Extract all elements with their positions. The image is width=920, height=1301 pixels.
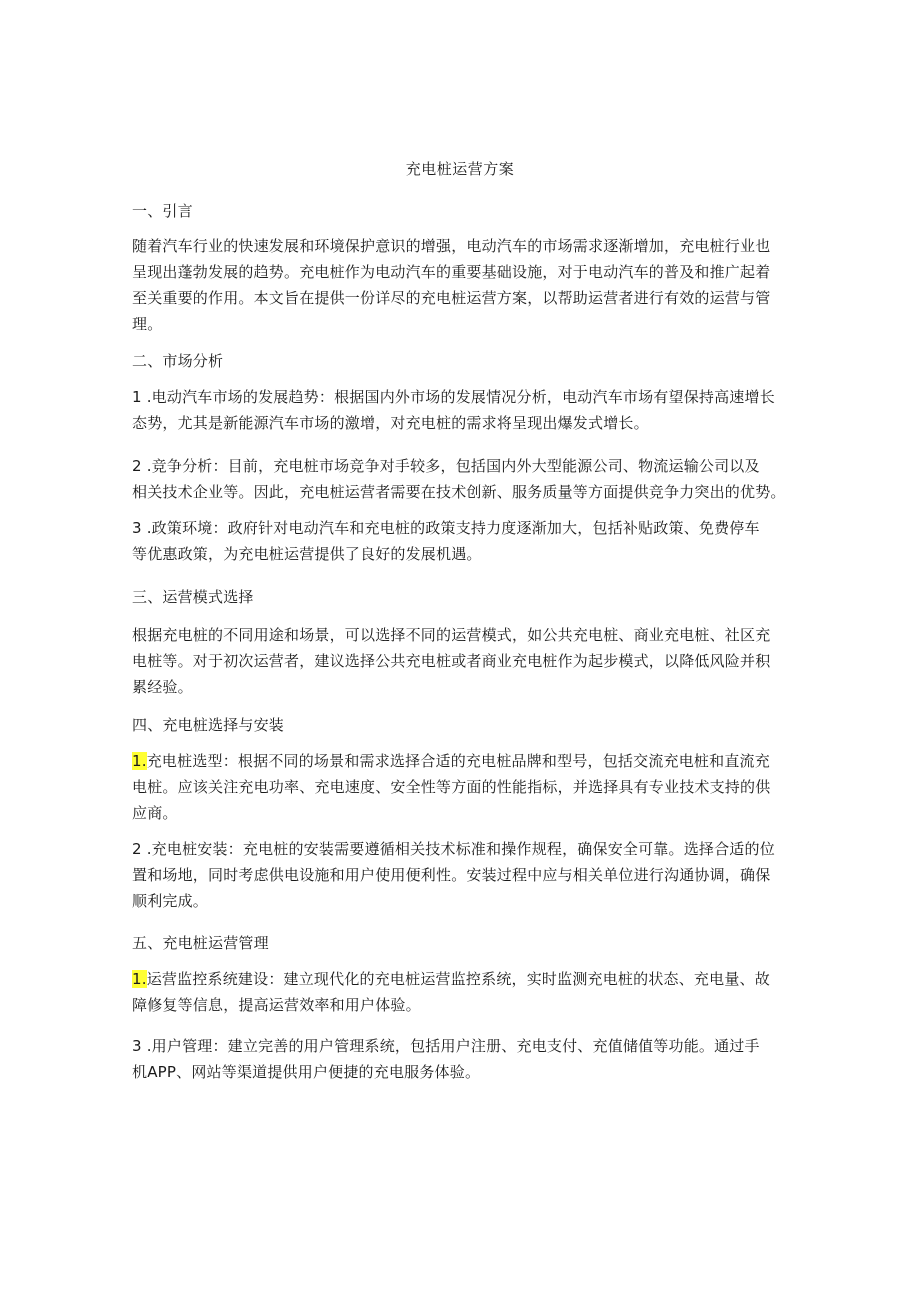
paragraph-line: 态势，尤其是新能源汽车市场的激增，对充电桩的需求将呈现出爆发式增长。: [132, 414, 649, 432]
paragraph-line: 根据充电桩的不同用途和场景，可以选择不同的运营模式，如公共充电桩、商业充电桩、社区充: [132, 626, 771, 644]
paragraph-line: 障修复等信息，提高运营效率和用户体验。: [132, 996, 421, 1014]
section-heading-introduction: 一、引言: [132, 202, 193, 220]
paragraph-line: .用户管理：建立完善的用户管理系统，包括用户注册、充电支付、充值储值等功能。通过手: [141, 1037, 760, 1055]
list-number: 3: [132, 1037, 142, 1055]
list-item-model-selection: [132, 748, 792, 826]
paragraph-line: .政策环境：政府针对电动汽车和充电桩的政策支持力度逐渐加大，包括补贴政策、免费停车: [141, 519, 760, 537]
paragraph-line: 机APP、网站等渠道提供用户便捷的充电服务体验。: [132, 1063, 481, 1081]
paragraph-line: 应商。: [132, 804, 178, 822]
paragraph-line: 电桩等。对于初次运营者，建议选择公共充电桩或者商业充电桩作为起步模式，以降低风险并积: [132, 652, 771, 670]
paragraph-line: 累经验。: [132, 678, 193, 696]
paragraph-line: 相关技术企业等。因此，充电桩运营者需要在技术创新、服务质量等方面提供竞争力突出的优势。: [132, 483, 786, 501]
list-number: 3: [132, 519, 142, 537]
paragraph-line: 随着汽车行业的快速发展和环境保护意识的增强，电动汽车的市场需求逐渐增加，充电桩行业也: [132, 237, 771, 255]
section-heading-selection-installation: 四、充电桩选择与安装: [132, 716, 285, 734]
list-item-user-management: [132, 1033, 792, 1085]
paragraph-line: 充电桩选型：根据不同的场景和需求选择合适的充电桩品牌和型号，包括交流充电桩和直流充: [146, 752, 770, 770]
list-item-monitoring-system: [132, 966, 792, 1018]
list-item-market-trend: [132, 384, 792, 436]
paragraph-line: 运营监控系统建设：建立现代化的充电桩运营监控系统，实时监测充电桩的状态、充电量、故: [146, 970, 770, 988]
list-item-installation: [132, 836, 792, 914]
list-item-competition: [132, 453, 792, 505]
list-number: 2: [132, 840, 142, 858]
section-heading-operation-management: 五、充电桩运营管理: [132, 934, 269, 952]
paragraph-line: .充电桩安装：充电桩的安装需要遵循相关技术标准和操作规程，确保安全可靠。选择合适的位: [141, 840, 775, 858]
document-title: 充电桩运营方案: [405, 160, 515, 178]
paragraph-operation-mode: [132, 622, 792, 700]
paragraph-line: 电桩。应该关注充电功率、充电速度、安全性等方面的性能指标，并选择具有专业技术支持的供: [132, 778, 771, 796]
section-heading-market-analysis: 二、市场分析: [132, 352, 224, 370]
list-number-highlighted: 1.: [132, 752, 147, 770]
paragraph-line: 置和场地，同时考虑供电设施和用户使用便利性。安装过程中应与相关单位进行沟通协调，确保: [132, 866, 771, 884]
list-item-policy: [132, 515, 792, 567]
paragraph-line: .竞争分析：目前，充电桩市场竞争对手较多，包括国内外大型能源公司、物流运输公司以及: [141, 457, 760, 475]
paragraph-line: 等优惠政策，为充电桩运营提供了良好的发展机遇。: [132, 545, 482, 563]
paragraph-line: .电动汽车市场的发展趋势：根据国内外市场的发展情况分析，电动汽车市场有望保持高速增长: [141, 388, 775, 406]
list-number-highlighted: 1.: [132, 970, 147, 988]
section-heading-operation-mode: 三、运营模式选择: [132, 588, 254, 606]
paragraph-line: 顺利完成。: [132, 892, 209, 910]
list-number: 2: [132, 457, 142, 475]
list-number: 1: [132, 388, 142, 406]
paragraph-introduction: [132, 233, 792, 337]
paragraph-line: 理。: [132, 315, 163, 333]
paragraph-line: 呈现出蓬勃发展的趋势。充电桩作为电动汽车的重要基础设施，对于电动汽车的普及和推广起着: [132, 263, 771, 281]
paragraph-line: 至关重要的作用。本文旨在提供一份详尽的充电桩运营方案，以帮助运营者进行有效的运营与管: [132, 289, 771, 307]
